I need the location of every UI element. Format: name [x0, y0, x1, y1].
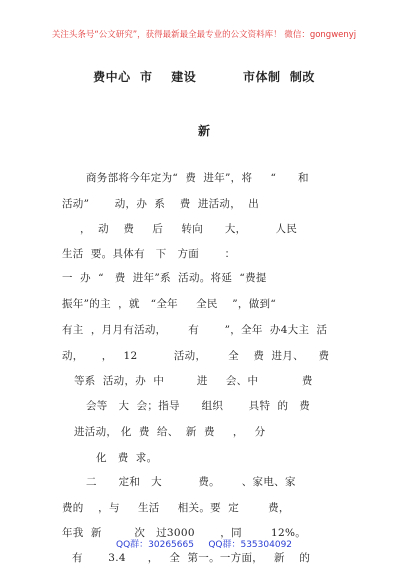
body-line: 年我 新 次 过3000 ，同 12%。	[62, 527, 307, 539]
body-line: 费的 ，与 生活 相关。要 定 费，	[62, 502, 290, 514]
body-line: 二 定和 大 费。 、家电、家	[86, 476, 296, 488]
qq-group-2: QQ群：535304092	[208, 540, 293, 550]
body-line: 动， ， 12 活动， 全 费 进月、 费	[62, 350, 330, 362]
body-line: 生活 要。具体有 下 方面 ：	[62, 248, 236, 260]
body-line: 商务部将今年定为“ 费 进年”，将 “ 和	[86, 172, 309, 184]
body-line: 进活动， 化 费 给、 新 费 ， 分	[74, 426, 266, 438]
body-line: 活动” 动，办 系 费 进活动， 出	[62, 198, 260, 210]
body-line: 有主 ，月月有活动， 有 ”，全年 办4大主 活	[62, 324, 328, 336]
qq-group-1: QQ群：30265665	[115, 540, 194, 550]
document-subtitle: 新	[197, 124, 210, 138]
body-line: ， 动 费 后 转向 大， 人民	[80, 223, 298, 235]
header-note: 关注头条号“公文研究”，获得最新最全最专业的公文资料库！ 微信：gongwenyj	[51, 30, 357, 40]
body-line: 等系 活动，办 中 进 会、中 费	[74, 375, 313, 387]
document-title	[0, 68, 408, 85]
title-text: 费中心 市 建设 市体制 制改	[93, 70, 315, 84]
body-line: 一 办 “ 费 进年”系 活动。将延 “费提	[62, 272, 267, 284]
body-line: 振年”的主 ，就 “全年 全民 ”，做到“	[62, 298, 276, 310]
body-line: 会等 大 会；指导 组织 具特 的 费	[86, 400, 311, 412]
footer	[0, 537, 408, 550]
body-line: 化 费 求。	[96, 452, 158, 464]
body-line: 有 3.4 ， 全 第一。一方面， 新 的	[72, 552, 311, 564]
